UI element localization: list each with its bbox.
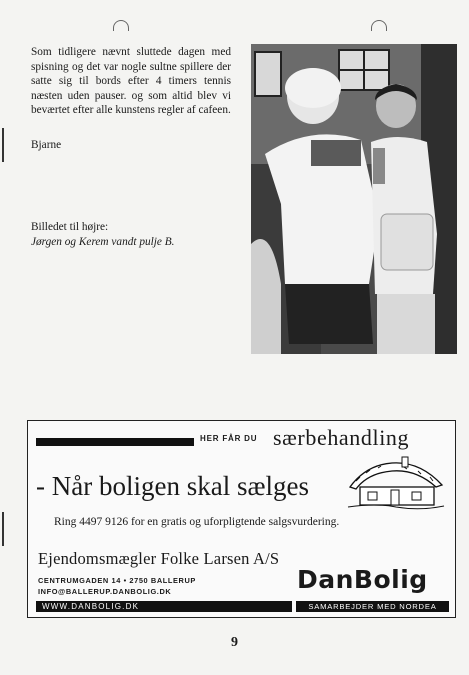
advertisement-danbolig bbox=[27, 420, 456, 618]
ad-phone-line: Ring 4497 9126 for en gratis og uforpligtende salgsvurdering. bbox=[54, 516, 340, 528]
punch-hole-right bbox=[371, 20, 387, 31]
photo-illustration bbox=[251, 44, 457, 354]
article-body: Som tidligere nævnt sluttede dagen med spisning og det var nogle sultne spillere der satte sig til bords efter 4 timers tennis næsten uden pauser. og som altid blev vi beværtet efter alle kunstens regler af cafeen. bbox=[31, 46, 231, 117]
ad-decorative-bar bbox=[36, 438, 194, 446]
photo-winners bbox=[251, 44, 457, 354]
ad-contact bbox=[38, 575, 196, 597]
punch-hole-left bbox=[113, 20, 129, 31]
house-icon bbox=[346, 455, 446, 511]
ad-partner: SAMARBEJDER MED NORDEA bbox=[296, 601, 449, 612]
ad-headline: - Når boligen skal sælges bbox=[36, 471, 309, 501]
article-signature: Bjarne bbox=[31, 139, 62, 151]
caption-text: Jørgen og Kerem vandt pulje B. bbox=[31, 235, 175, 248]
ad-email: INFO@BALLERUP.DANBOLIG.DK bbox=[38, 587, 172, 596]
ad-website: WWW.DANBOLIG.DK bbox=[36, 601, 292, 612]
ad-address: CENTRUMGADEN 14 • 2750 BALLERUP bbox=[38, 576, 196, 585]
page-number: 9 bbox=[231, 635, 238, 650]
ad-tagline-small: HER FÅR DU bbox=[200, 434, 258, 443]
photo-caption bbox=[31, 220, 174, 249]
binder-mark-top bbox=[2, 128, 4, 162]
caption-title: Billedet til højre: bbox=[31, 221, 109, 233]
ad-company-name: Ejendomsmægler Folke Larsen A/S bbox=[38, 549, 280, 568]
binder-mark-bottom bbox=[2, 512, 4, 546]
ad-brand-logo: DanBolig bbox=[297, 565, 428, 594]
ad-tagline-large: særbehandling bbox=[273, 425, 410, 450]
